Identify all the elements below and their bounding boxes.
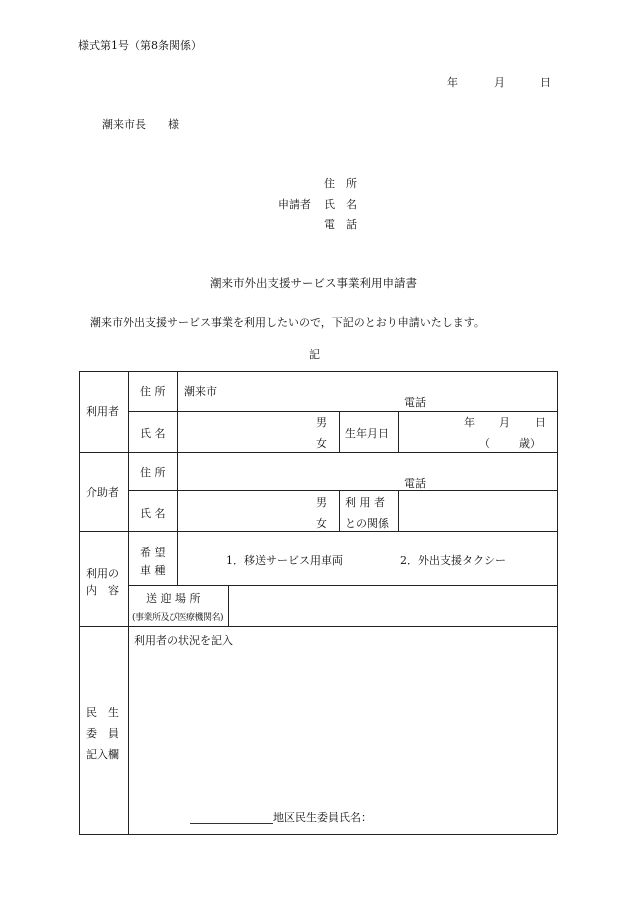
date-year-label: 年 (447, 76, 458, 89)
user-address-label: 住 所 (140, 385, 166, 398)
age-open-paren: （ (479, 437, 490, 450)
intro-text: 潮来市外出支援サービス事業を利用したいので，下記のとおり申請いたします。 (90, 316, 485, 329)
age-close-label: 歳） (519, 437, 541, 450)
applicant-phone-label: 電 話 (324, 218, 357, 231)
commissioner-label-line2: 委 員 (86, 727, 119, 740)
applicant-address-label: 住 所 (324, 177, 357, 190)
relation-label-line1: 利 用 者 (345, 496, 385, 509)
applicant-prefix: 申請者 (278, 198, 311, 211)
user-female-option: 女 (316, 437, 327, 450)
helper-male-option: 男 (316, 496, 327, 509)
commissioner-label-line3: 記入欄 (86, 748, 119, 761)
birth-day-label: 日 (535, 416, 546, 429)
pickup-label: 送 迎 場 所 (146, 592, 201, 605)
birth-year-label: 年 (464, 416, 475, 429)
commissioner-name-label: 地区民生委員氏名： (273, 811, 372, 824)
date-day-label: 日 (540, 76, 551, 89)
birth-month-label: 月 (499, 416, 510, 429)
user-address-value: 潮来市 (184, 385, 217, 398)
addressee: 潮来市長 様 (102, 118, 179, 131)
applicant-name-label: 氏 名 (324, 198, 357, 211)
pickup-sublabel: (事業所及び医療機関名) (132, 613, 224, 623)
user-phone-label: 電話 (404, 396, 426, 409)
helper-section-label: 介助者 (86, 486, 119, 499)
vehicle-option-1: 1．移送サービス用車両 (226, 554, 343, 567)
status-note: 利用者の状況を記入 (134, 634, 233, 647)
vehicle-option-2: 2．外出支援タクシー (400, 554, 506, 567)
user-section-label: 利用者 (86, 405, 119, 418)
usage-section-label-line1: 利用の (86, 567, 119, 580)
name-underline (190, 823, 273, 824)
helper-address-label: 住 所 (140, 466, 166, 479)
user-male-option: 男 (316, 416, 327, 429)
helper-female-option: 女 (316, 517, 327, 530)
form-number: 様式第1号（第8条関係） (78, 39, 202, 52)
vehicle-label-line1: 希 望 (140, 546, 166, 559)
relation-label-line2: との関係 (345, 517, 389, 530)
date-month-label: 月 (494, 76, 505, 89)
ki-label: 記 (309, 348, 320, 361)
birthdate-label: 生年月日 (345, 427, 389, 440)
helper-name-label: 氏 名 (140, 507, 166, 520)
form-title: 潮来市外出支援サービス事業利用申請書 (210, 276, 417, 290)
commissioner-label-line1: 民 生 (86, 706, 119, 719)
helper-phone-label: 電話 (404, 477, 426, 490)
usage-section-label-line2: 内 容 (86, 584, 119, 597)
vehicle-label-line2: 車 種 (140, 564, 166, 577)
user-name-label: 氏 名 (140, 427, 166, 440)
